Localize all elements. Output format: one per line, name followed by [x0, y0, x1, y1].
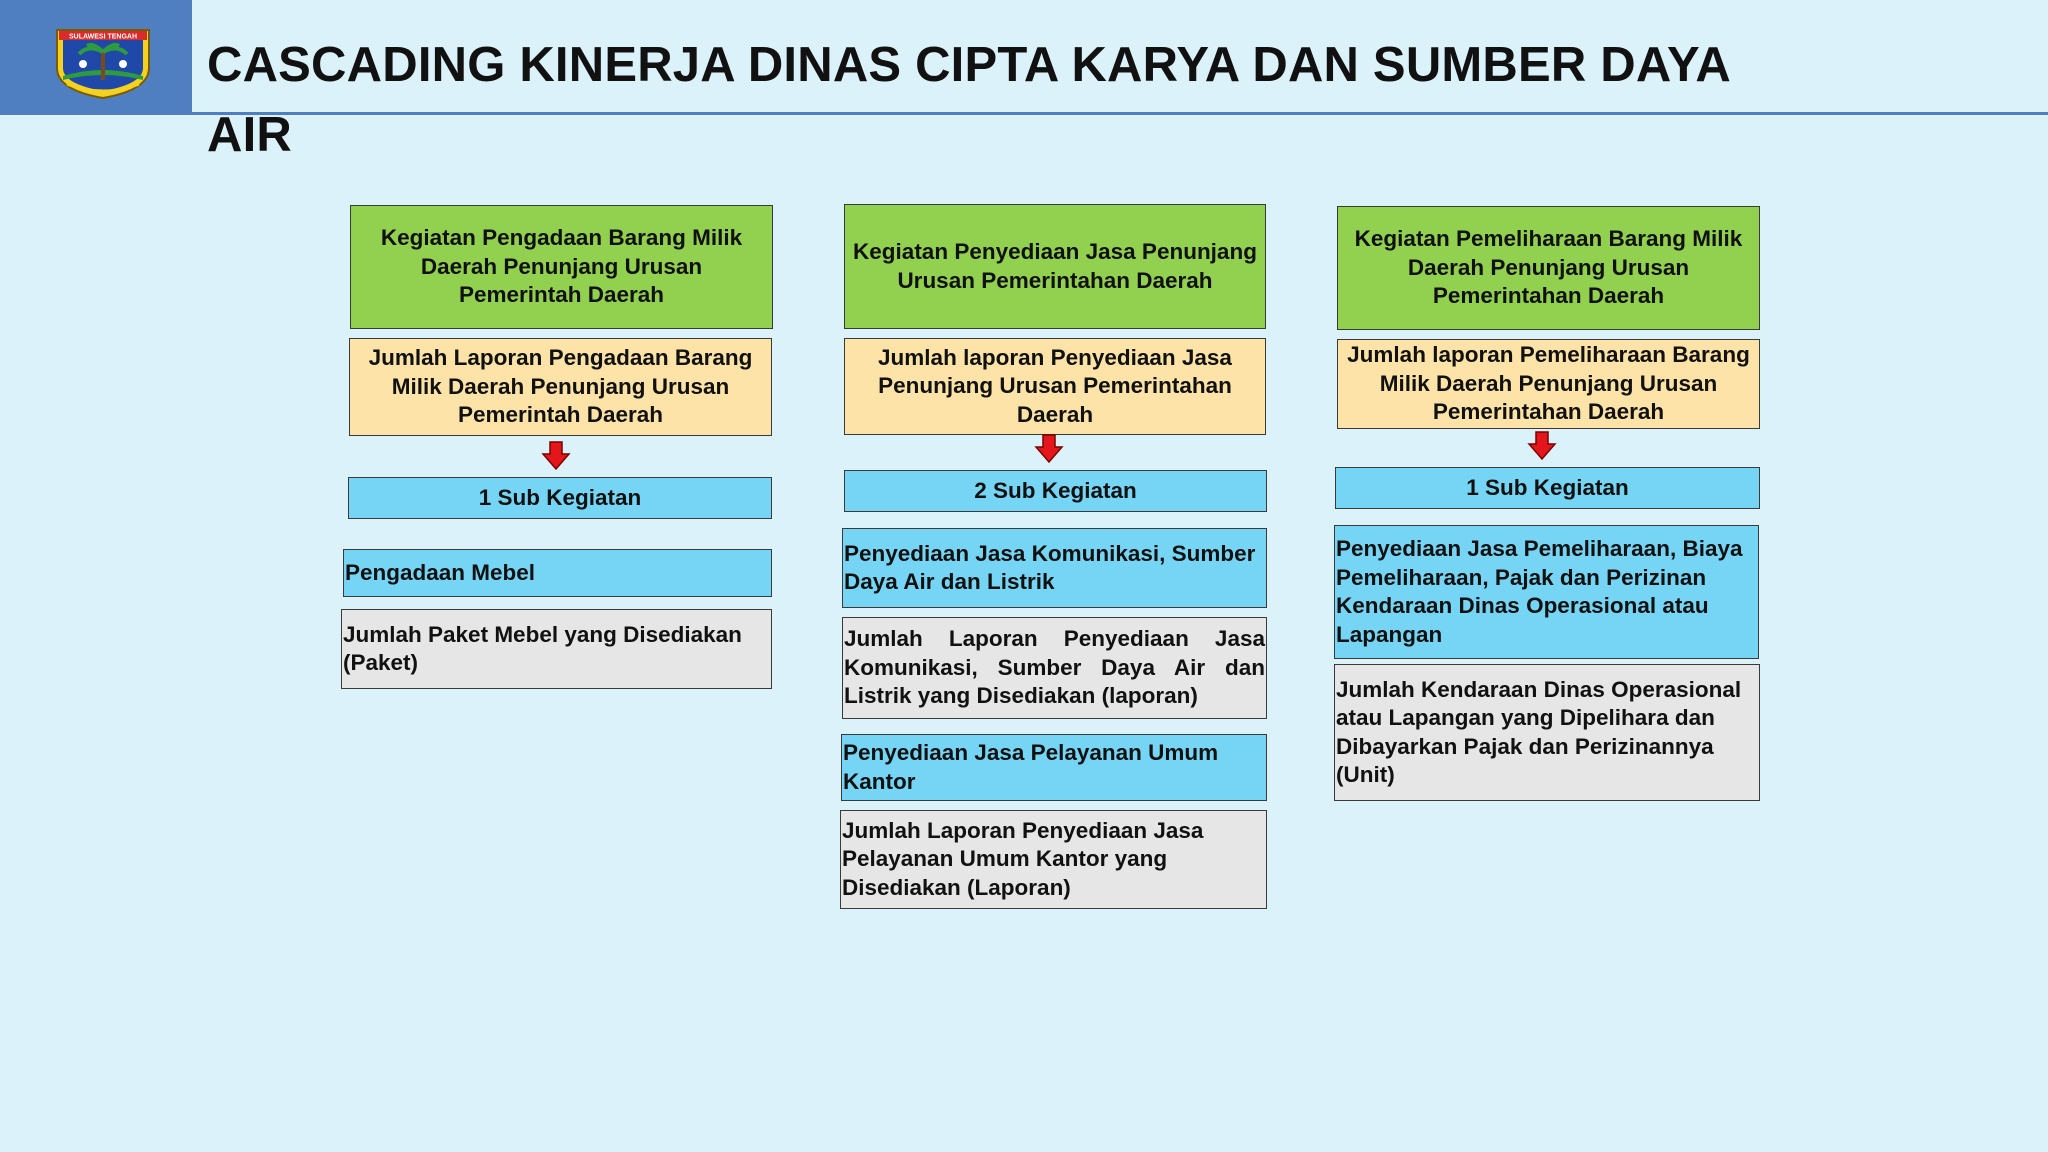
regional-emblem-icon	[53, 24, 153, 100]
header-logo-block	[0, 0, 192, 115]
column-2-indikator-box: Jumlah laporan Penyediaan Jasa Penunjang Urusan Pemerintahan Daerah	[844, 338, 1266, 435]
column-3-sub-1-name-box: Penyediaan Jasa Pemeliharaan, Biaya Pemeliharaan, Pajak dan Perizinan Kendaraan Dinas Operasional atau Lapangan	[1334, 525, 1759, 659]
column-1-sub-1-indicator-box: Jumlah Paket Mebel yang Disediakan (Paket)	[341, 609, 772, 689]
column-1-sub-count-box: 1 Sub Kegiatan	[348, 477, 772, 519]
column-2-sub-1-indicator-box: Jumlah Laporan Penyediaan Jasa Komunikasi, Sumber Daya Air dan Listrik yang Disediakan (laporan)	[842, 617, 1267, 719]
column-2-sub-count-box: 2 Sub Kegiatan	[844, 470, 1267, 512]
column-2-sub-2-indicator-box: Jumlah Laporan Penyediaan Jasa Pelayanan Umum Kantor yang Disediakan (Laporan)	[840, 810, 1267, 909]
column-2-down-arrow-icon	[1034, 434, 1064, 464]
column-2-sub-1-name-box: Penyediaan Jasa Komunikasi, Sumber Daya Air dan Listrik	[842, 528, 1267, 608]
column-3-indikator-box: Jumlah laporan Pemeliharaan Barang Milik Daerah Penunjang Urusan Pemerintahan Daerah	[1337, 339, 1760, 429]
column-1-down-arrow-icon	[541, 441, 571, 471]
column-3-sub-1-indicator-box: Jumlah Kendaraan Dinas Operasional atau Lapangan yang Dipelihara dan Dibayarkan Pajak dan Perizinannya (Unit)	[1334, 664, 1760, 801]
column-1-kegiatan-box: Kegiatan Pengadaan Barang Milik Daerah Penunjang Urusan Pemerintah Daerah	[350, 205, 773, 329]
column-3-sub-count-box: 1 Sub Kegiatan	[1335, 467, 1760, 509]
column-1-indikator-box: Jumlah Laporan Pengadaan Barang Milik Daerah Penunjang Urusan Pemerintah Daerah	[349, 338, 772, 436]
column-1-sub-1-name-box: Pengadaan Mebel	[343, 549, 772, 597]
column-2-sub-2-name-box: Penyediaan Jasa Pelayanan Umum Kantor	[841, 734, 1267, 801]
svg-text:SULAWESI TENGAH: SULAWESI TENGAH	[68, 33, 138, 41]
column-3-down-arrow-icon	[1527, 431, 1557, 461]
column-2-kegiatan-box: Kegiatan Penyediaan Jasa Penunjang Urusan Pemerintahan Daerah	[844, 204, 1266, 329]
column-3-kegiatan-box: Kegiatan Pemeliharaan Barang Milik Daerah Penunjang Urusan Pemerintahan Daerah	[1337, 206, 1760, 330]
page-title: CASCADING KINERJA DINAS CIPTA KARYA DAN SUMBER DAYA AIR	[207, 38, 1730, 162]
